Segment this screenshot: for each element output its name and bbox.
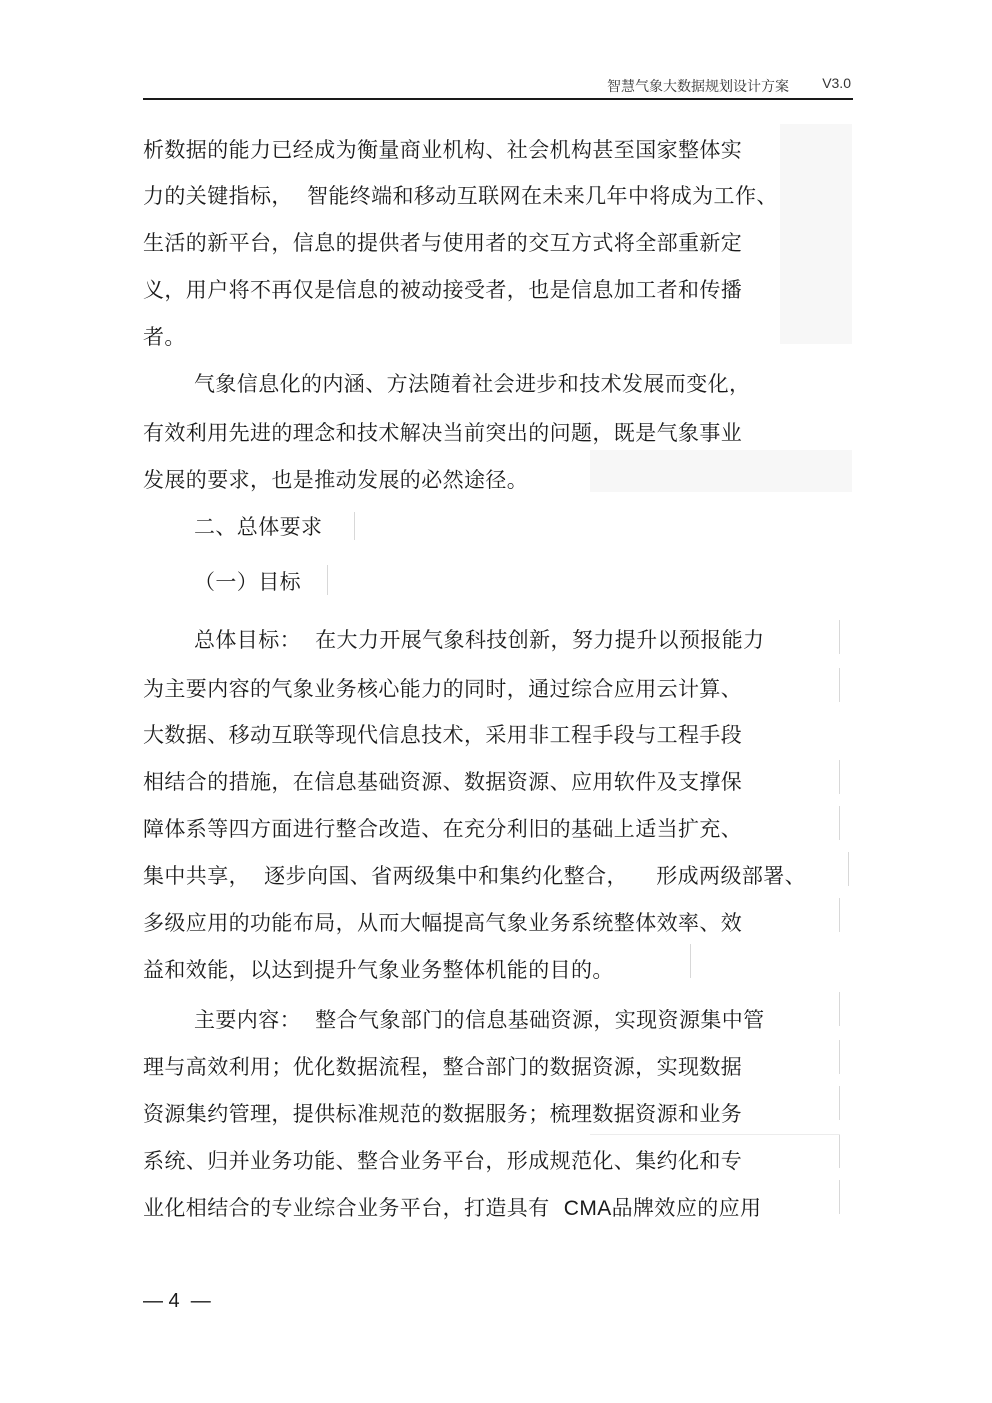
text-line: 力的关键指标， 智能终端和移动互联网在未来几年中将成为工作、	[143, 184, 778, 208]
text-line: 析数据的能力已经成为衡量商业机构、社会机构甚至国家整体实	[143, 138, 743, 162]
scan-line	[839, 1040, 840, 1074]
text-line: 相结合的措施，在信息基础资源、数据资源、应用软件及支撑保	[143, 770, 743, 794]
text-line: 生活的新平台，信息的提供者与使用者的交互方式将全部重新定	[143, 231, 743, 255]
text-line: 多级应用的功能布局，从而大幅提高气象业务系统整体效率、效	[143, 911, 743, 935]
scan-line	[690, 944, 691, 978]
page-header	[143, 72, 853, 100]
scan-line	[354, 512, 355, 540]
scan-line	[839, 668, 840, 702]
text-line: 障体系等四方面进行整合改造、在充分利旧的基础上适当扩充、	[143, 817, 743, 841]
scan-line	[839, 1134, 840, 1168]
text-line: 理与高效利用；优化数据流程，整合部门的数据资源，实现数据	[143, 1055, 743, 1079]
text-line: 益和效能，以达到提升气象业务整体机能的目的。	[143, 958, 614, 982]
text-line	[143, 1193, 761, 1224]
text-line: 集中共享， 逐步向国、省两级集中和集约化整合， 形成两级部署、	[143, 864, 807, 888]
page-number: — 4 —	[143, 1290, 211, 1312]
text-line: 系统、归并业务功能、整合业务平台，形成规范化、集约化和专	[143, 1149, 743, 1173]
text-line: 主要内容： 整合气象部门的信息基础资源，实现资源集中管	[194, 1008, 765, 1032]
document-version: V3.0	[822, 75, 851, 91]
scan-shade	[590, 450, 852, 492]
text-line: 有效利用先进的理念和技术解决当前突出的问题，既是气象事业	[143, 421, 743, 445]
text-segment: 业化相结合的专业综合业务平台，打造具有	[143, 1196, 564, 1220]
text-line: 资源集约管理，提供标准规范的数据服务；梳理数据资源和业务	[143, 1102, 743, 1126]
text-line: 大数据、移动互联等现代信息技术，采用非工程手段与工程手段	[143, 723, 743, 747]
scan-line	[839, 620, 840, 654]
brand-acronym: CMA	[563, 1197, 612, 1220]
scan-line	[839, 760, 840, 794]
scan-line	[590, 1134, 840, 1135]
scan-line	[839, 1180, 840, 1214]
text-line: 总体目标： 在大力开展气象科技创新，努力提升以预报能力	[194, 628, 765, 652]
scan-line	[839, 992, 840, 1026]
text-line: 义，用户将不再仅是信息的被动接受者，也是信息加工者和传播	[143, 278, 743, 302]
text-line: 者。	[143, 325, 186, 349]
scan-shade	[780, 124, 852, 344]
document-title: 智慧气象大数据规划设计方案	[607, 79, 789, 95]
text-line: 为主要内容的气象业务核心能力的同时，通过综合应用云计算、	[143, 677, 743, 701]
scan-line	[839, 1086, 840, 1120]
text-line: 气象信息化的内涵、方法随着社会进步和技术发展而变化，	[194, 372, 751, 396]
text-segment: 品牌效应的应用	[611, 1196, 762, 1220]
scan-line	[327, 565, 328, 595]
text-line: 发展的要求，也是推动发展的必然途径。	[143, 468, 529, 492]
scan-line	[839, 806, 840, 840]
subsection-heading: （一）目标	[194, 570, 301, 594]
scan-line	[848, 852, 849, 886]
scan-line	[839, 898, 840, 932]
section-heading: 二、总体要求	[194, 515, 323, 539]
